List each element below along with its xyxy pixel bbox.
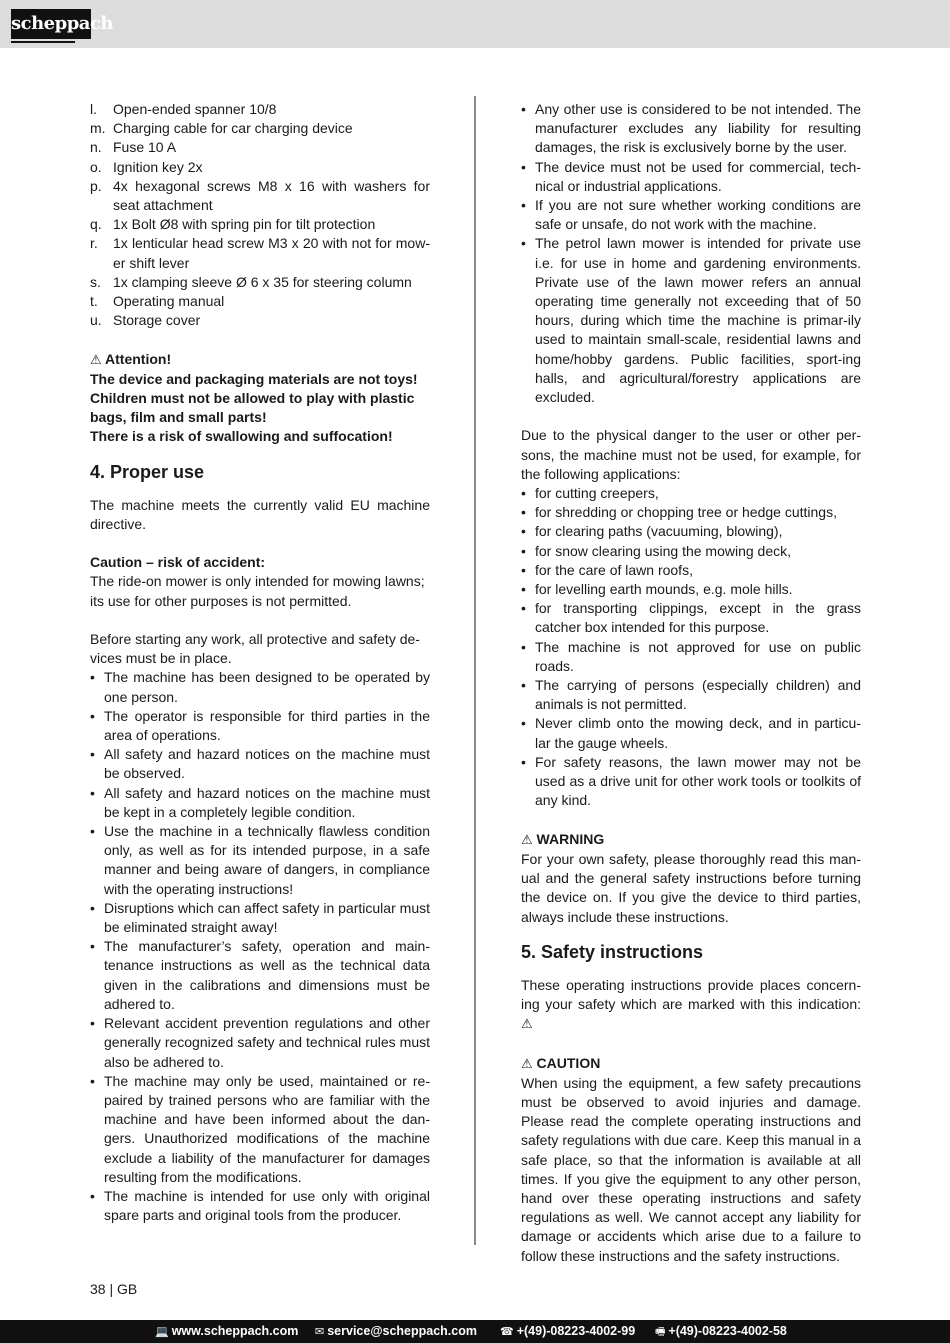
- list-item: • The device must not be used for commercial, tech-nical or industrial applications.: [521, 158, 861, 194]
- list-item: • The petrol lawn mower is intended for private use i.e. for use in home and gardening environments. Private use of the lawn mower refers an annual operating time generally not exceeding that of 50 hours, during which time the machine is primar-ily used to maintain small-scale, residential lawns and home/hobby gardens. Public facilities, sport-ing halls, and agricultural/forestry applications are excluded.: [521, 235, 861, 406]
- column-divider: [474, 96, 476, 1245]
- list-item: • The carrying of persons (especially children) and animals is not permitted.: [521, 677, 861, 713]
- fax-icon: 🖷: [655, 1325, 666, 1338]
- footer-phone[interactable]: ☎ +(49)-08223-4002-99: [500, 1324, 636, 1338]
- danger-intro: Due to the physical danger to the user or other per-sons, the machine must not be used, for example, for the following applications:: [521, 427, 861, 482]
- scheppach-logo: scheppach: [11, 9, 91, 39]
- list-item: • The manufacturer’s safety, operation and main-tenance instructions as well as the technical data given in the calibrations and dimensions must be adhered to.: [90, 938, 430, 1012]
- attention-text: The device and packaging materials are not toys! Children must not be allowed to play with plastic bags, film and small parts!: [90, 370, 418, 426]
- list-item: o. Ignition key 2x: [90, 158, 203, 175]
- list-item: • All safety and hazard notices on the machine must be observed.: [90, 746, 430, 782]
- warning-triangle-icon: ⚠: [521, 1017, 533, 1033]
- safety-intro: These operating instructions provide places concern-ing your safety which are marked with this indication: ⚠: [521, 976, 861, 1033]
- list-item: • The machine is not approved for use on public roads.: [521, 638, 861, 674]
- footer-email[interactable]: ✉ service@scheppach.com: [315, 1324, 477, 1338]
- page-number: 38 | GB: [90, 1281, 138, 1297]
- footer-fax: 🖷 +(49)-08223-4002-58: [655, 1324, 787, 1338]
- right-column: [521, 100, 861, 1266]
- list-item: • The machine is intended for use only with original spare parts and original tools from the producer.: [90, 1187, 430, 1224]
- warning-triangle-icon: ⚠: [90, 352, 102, 368]
- list-item: • Relevant accident prevention regulations and other generally recognized safety and technical rules must also be adhered to.: [90, 1015, 430, 1070]
- attention-heading: ⚠ Attention!: [90, 350, 172, 368]
- list-item: p. 4x hexagonal screws M8 x 16 with washers for seat attachment: [90, 177, 430, 214]
- before-starting-text: Before starting any work, all protective and safety de-vices must be in place.: [90, 631, 420, 667]
- list-item: m. Charging cable for car charging device: [90, 120, 353, 137]
- list-item: • for cutting creepers,: [521, 485, 659, 502]
- footer-bar: [0, 1320, 950, 1343]
- list-item: • The operator is responsible for third parties in the area of operations.: [90, 707, 430, 744]
- computer-icon: 💻: [155, 1325, 169, 1338]
- warning-heading: ⚠ WARNING: [521, 830, 605, 848]
- warning-triangle-icon: ⚠: [521, 832, 533, 848]
- caution-text: When using the equipment, a few safety precautions must be observed to avoid injuries and damage. Please read the complete operating instructions and safety regulations with due care. Keep this manual in a safe place, so that the information is available at all times. If you give the equipment to any other person, hand over these operating instructions and safety regulations as well. We cannot accept any liability for damage or accidents which arise due to a failure to follow these instructions and the safety instructions.: [521, 1074, 861, 1264]
- list-item: t. Operating manual: [90, 293, 225, 310]
- list-item: • for snow clearing using the mowing deck,: [521, 542, 792, 559]
- list-item: • The machine has been designed to be operated by one person.: [90, 669, 430, 705]
- section-4-title: 4. Proper use: [90, 461, 205, 482]
- list-item: u. Storage cover: [90, 312, 201, 329]
- logo-underline: [11, 41, 75, 43]
- parts-list: [90, 100, 430, 330]
- list-item: • Any other use is considered to be not intended. The manufacturer excludes any liability for resulting damages, the risk is exclusively borne by the user.: [521, 101, 861, 156]
- list-item: • for clearing paths (vacuuming, blowing),: [521, 523, 783, 540]
- proper-use-bullets: [90, 668, 430, 1225]
- caution-heading: ⚠ CAUTION: [521, 1054, 601, 1072]
- section-5-title: 5. Safety instructions: [521, 941, 704, 962]
- list-item: • Use the machine in a technically flawless condition only, as well as for its intended purpose, in a safe manner and being aware of dangers, in compliance with the operating instructions!: [90, 823, 430, 897]
- list-item: • Never climb onto the mowing deck, and in particu-lar the gauge wheels.: [521, 715, 861, 751]
- list-item: • for levelling earth mounds, e.g. mole hills.: [521, 581, 793, 598]
- intended-use-bullets: [521, 100, 861, 407]
- envelope-icon: ✉: [315, 1325, 325, 1338]
- footer-website[interactable]: 💻 www.scheppach.com: [155, 1324, 299, 1338]
- list-item: • The machine may only be used, maintained or re-paired by trained persons who are familiar with the machine and have been informed about the dan-gers. Unauthorized modifications of the machine exclude a liability of the manufacturer for damages resulting from the modifications.: [90, 1072, 430, 1185]
- list-item: s. 1x clamping sleeve Ø 6 x 35 for steering column: [90, 273, 412, 290]
- prohibited-uses-bullets: [521, 484, 861, 810]
- header-band: [0, 0, 950, 48]
- caution-accident-text: The ride-on mower is only intended for mowing lawns; its use for other purposes is not permitted.: [90, 573, 425, 609]
- list-item: n. Fuse 10 A: [90, 139, 177, 156]
- list-item: • For safety reasons, the lawn mower may not be used as a drive unit for other work tools or toolkits of any kind.: [521, 753, 861, 809]
- list-item: • for transporting clippings, except in the grass catcher box intended for this purpose.: [521, 600, 861, 636]
- list-item: • All safety and hazard notices on the machine must be kept in a completely legible condition.: [90, 784, 430, 820]
- list-item: • Disruptions which can affect safety in particular must be eliminated straight away!: [90, 899, 430, 936]
- list-item: q. 1x Bolt Ø8 with spring pin for tilt protection: [90, 216, 376, 233]
- list-item: r. 1x lenticular head screw M3 x 20 with not for mow-er shift lever: [90, 235, 430, 271]
- warning-triangle-icon: ⚠: [521, 1056, 533, 1072]
- attention-text-2: There is a risk of swallowing and suffocation!: [90, 428, 393, 445]
- list-item: • for the care of lawn roofs,: [521, 561, 693, 578]
- list-item: • for shredding or chopping tree or hedge cuttings,: [521, 504, 837, 521]
- caution-accident-heading: Caution – risk of accident:: [90, 554, 266, 571]
- left-column: [90, 100, 430, 1225]
- warning-text: For your own safety, please thoroughly read this man-ual and the general safety instructions before turning the device on. If you give the device to third parties, always include these instructions.: [521, 850, 861, 925]
- list-item: l. Open-ended spanner 10/8: [90, 101, 277, 117]
- proper-use-intro: The machine meets the currently valid EU machine directive.: [90, 496, 430, 532]
- phone-icon: ☎: [500, 1325, 514, 1338]
- list-item: • If you are not sure whether working conditions are safe or unsafe, do not work with the machine.: [521, 197, 861, 233]
